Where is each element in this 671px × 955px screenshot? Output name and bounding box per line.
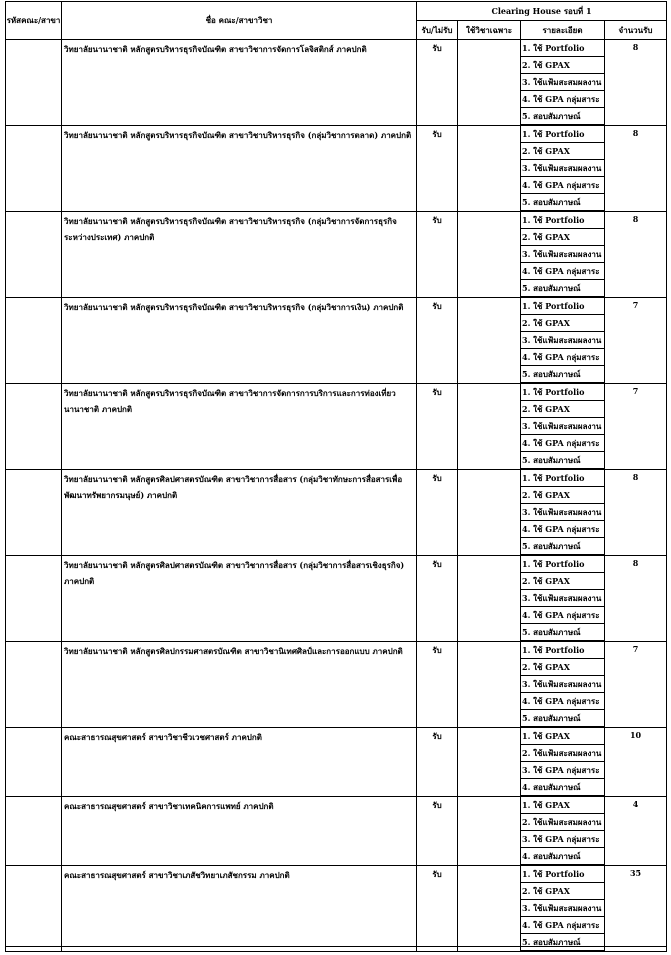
detail-line: 4. ใช้ GPA กลุ่มสาระ [521, 917, 604, 934]
row-code-cell [6, 212, 62, 298]
row-accept-status: รับ [417, 126, 458, 212]
row-details [521, 470, 605, 556]
detail-line: 5. สอบสัมภาษณ์ [521, 108, 604, 125]
detail-line: 1. ใช้ Portfolio [521, 384, 604, 401]
table-row [6, 126, 667, 212]
detail-line: 3. ใช้แฟ้มสะสมผลงาน [521, 590, 604, 607]
detail-line: 1. ใช้ Portfolio [521, 126, 604, 143]
detail-line: 1. ใช้ Portfolio [521, 298, 604, 315]
row-specific-subject-cell [458, 797, 521, 866]
header-details: รายละเอียด [521, 21, 605, 40]
table-row [6, 40, 667, 126]
row-accept-status: รับ [417, 642, 458, 728]
row-details [521, 384, 605, 470]
table-row [6, 728, 667, 797]
header-round: Clearing House รอบที่ 1 [417, 2, 667, 21]
row-seat-count: 10 [605, 728, 667, 797]
table-row [6, 797, 667, 866]
row-specific-subject-cell [458, 384, 521, 470]
row-specific-subject-cell [458, 298, 521, 384]
detail-line: 1. ใช้ Portfolio [521, 556, 604, 573]
detail-line: 1. ใช้ GPAX [521, 797, 604, 814]
detail-line: 2. ใช้ GPAX [521, 573, 604, 590]
row-accept-status: รับ [417, 797, 458, 866]
detail-line: 5. สอบสัมภาษณ์ [521, 280, 604, 297]
detail-line: 2. ใช้ GPAX [521, 57, 604, 74]
row-accept-status: รับ [417, 728, 458, 797]
row-program-name: คณะสาธารณสุขศาสตร์ สาขาวิชาชีวเวชศาสตร์ ภาคปกติ [62, 728, 417, 797]
row-code-cell [6, 40, 62, 126]
row-specific-subject-cell [458, 728, 521, 797]
row-code-cell [6, 556, 62, 642]
detail-line: 1. ใช้ GPAX [521, 728, 604, 745]
row-accept-status: รับ [417, 212, 458, 298]
row-specific-subject-cell [458, 40, 521, 126]
detail-line: 4. ใช้ GPA กลุ่มสาระ [521, 693, 604, 710]
detail-line: 1. ใช้ Portfolio [521, 40, 604, 57]
table-row [6, 866, 667, 952]
row-seat-count: 7 [605, 298, 667, 384]
detail-line: 4. สอบสัมภาษณ์ [521, 848, 604, 865]
detail-line: 3. ใช้แฟ้มสะสมผลงาน [521, 160, 604, 177]
row-code-cell [6, 470, 62, 556]
row-specific-subject-cell [458, 470, 521, 556]
header-portfolio: ใช้วิชาเฉพาะ [458, 21, 521, 40]
detail-line: 2. ใช้ GPAX [521, 315, 604, 332]
table-body [6, 40, 667, 952]
row-seat-count: 35 [605, 866, 667, 952]
detail-line: 4. ใช้ GPA กลุ่มสาระ [521, 177, 604, 194]
row-specific-subject-cell [458, 556, 521, 642]
detail-line: 4. ใช้ GPA กลุ่มสาระ [521, 435, 604, 452]
row-program-name: วิทยาลัยนานาชาติ หลักสูตรบริหารธุรกิจบัณฑิต สาขาวิชาการจัดการการบริการและการท่องเที่ยวนานาชาติ ภาคปกติ [62, 384, 417, 470]
detail-line: 3. ใช้แฟ้มสะสมผลงาน [521, 332, 604, 349]
row-program-name: วิทยาลัยนานาชาติ หลักสูตรศิลปศาสตรบัณฑิต สาขาวิชาการสื่อสาร (กลุ่มวิชาทักษะการสื่อสารเพื่อพัฒนาทรัพยากรมนุษย์) ภาคปกติ [62, 470, 417, 556]
row-code-cell [6, 728, 62, 797]
detail-line: 4. ใช้ GPA กลุ่มสาระ [521, 91, 604, 108]
table-row [6, 470, 667, 556]
row-code-cell [6, 384, 62, 470]
row-accept-status: รับ [417, 556, 458, 642]
row-program-name: วิทยาลัยนานาชาติ หลักสูตรศิลปกรรมศาสตรบัณฑิต สาขาวิชานิเทศศิลป์และการออกแบบ ภาคปกติ [62, 642, 417, 728]
detail-line: 3. ใช้แฟ้มสะสมผลงาน [521, 900, 604, 917]
row-accept-status: รับ [417, 866, 458, 952]
table-row [6, 384, 667, 470]
row-program-name: วิทยาลัยนานาชาติ หลักสูตรบริหารธุรกิจบัณฑิต สาขาวิชาบริหารธุรกิจ (กลุ่มวิชาการจัดการธุรกิจระหว่างประเทศ) ภาคปกติ [62, 212, 417, 298]
detail-line: 4. สอบสัมภาษณ์ [521, 779, 604, 796]
detail-line: 2. ใช้ GPAX [521, 487, 604, 504]
row-seat-count: 8 [605, 212, 667, 298]
detail-line: 2. ใช้ GPAX [521, 401, 604, 418]
admission-table [5, 1, 667, 952]
row-seat-count: 7 [605, 642, 667, 728]
row-seat-count: 7 [605, 384, 667, 470]
row-accept-status: รับ [417, 470, 458, 556]
detail-line: 3. ใช้แฟ้มสะสมผลงาน [521, 676, 604, 693]
row-program-name: คณะสาธารณสุขศาสตร์ สาขาวิชาเภสัชวิทยาเภสัชกรรม ภาคปกติ [62, 866, 417, 952]
detail-line: 1. ใช้ Portfolio [521, 866, 604, 883]
header-accept: รับ/ไม่รับ [417, 21, 458, 40]
row-details [521, 298, 605, 384]
detail-line: 2. ใช้แฟ้มสะสมผลงาน [521, 745, 604, 762]
detail-line: 5. สอบสัมภาษณ์ [521, 194, 604, 211]
row-seat-count: 8 [605, 470, 667, 556]
row-details [521, 797, 605, 866]
detail-line: 2. ใช้แฟ้มสะสมผลงาน [521, 814, 604, 831]
row-code-cell [6, 298, 62, 384]
detail-line: 2. ใช้ GPAX [521, 229, 604, 246]
detail-line: 2. ใช้ GPAX [521, 659, 604, 676]
detail-line: 1. ใช้ Portfolio [521, 212, 604, 229]
row-seat-count: 8 [605, 126, 667, 212]
detail-line: 2. ใช้ GPAX [521, 883, 604, 900]
detail-line: 1. ใช้ Portfolio [521, 470, 604, 487]
row-details [521, 866, 605, 952]
table-row [6, 556, 667, 642]
detail-line: 3. ใช้ GPA กลุ่มสาระ [521, 762, 604, 779]
detail-line: 4. ใช้ GPA กลุ่มสาระ [521, 607, 604, 624]
row-details [521, 728, 605, 797]
row-code-cell [6, 126, 62, 212]
row-program-name: วิทยาลัยนานาชาติ หลักสูตรบริหารธุรกิจบัณฑิต สาขาวิชาบริหารธุรกิจ (กลุ่มวิชาการเงิน) ภาคปกติ [62, 298, 417, 384]
row-program-name: วิทยาลัยนานาชาติ หลักสูตรบริหารธุรกิจบัณฑิต สาขาวิชาบริหารธุรกิจ (กลุ่มวิชาการตลาด) ภาคปกติ [62, 126, 417, 212]
row-specific-subject-cell [458, 866, 521, 952]
detail-line: 4. ใช้ GPA กลุ่มสาระ [521, 521, 604, 538]
detail-line: 4. ใช้ GPA กลุ่มสาระ [521, 349, 604, 366]
detail-line: 1. ใช้ Portfolio [521, 642, 604, 659]
row-seat-count: 8 [605, 40, 667, 126]
table-row [6, 642, 667, 728]
row-code-cell [6, 642, 62, 728]
row-specific-subject-cell [458, 212, 521, 298]
detail-line: 3. ใช้แฟ้มสะสมผลงาน [521, 74, 604, 91]
header-count: จำนวนรับ [605, 21, 667, 40]
row-code-cell [6, 797, 62, 866]
row-details [521, 126, 605, 212]
row-accept-status: รับ [417, 298, 458, 384]
row-specific-subject-cell [458, 126, 521, 212]
row-specific-subject-cell [458, 642, 521, 728]
row-seat-count: 4 [605, 797, 667, 866]
detail-line: 5. สอบสัมภาษณ์ [521, 710, 604, 727]
row-details [521, 642, 605, 728]
detail-line: 3. ใช้แฟ้มสะสมผลงาน [521, 504, 604, 521]
row-seat-count: 8 [605, 556, 667, 642]
row-program-name: วิทยาลัยนานาชาติ หลักสูตรบริหารธุรกิจบัณฑิต สาขาวิชาการจัดการโลจิสติกส์ ภาคปกติ [62, 40, 417, 126]
row-details [521, 212, 605, 298]
detail-line: 5. สอบสัมภาษณ์ [521, 934, 604, 951]
detail-line: 5. สอบสัมภาษณ์ [521, 366, 604, 383]
row-details [521, 556, 605, 642]
row-accept-status: รับ [417, 384, 458, 470]
detail-line: 2. ใช้ GPAX [521, 143, 604, 160]
header-code: รหัสคณะ/สาขา [6, 2, 62, 40]
detail-line: 5. สอบสัมภาษณ์ [521, 624, 604, 641]
detail-line: 5. สอบสัมภาษณ์ [521, 452, 604, 469]
row-program-name: วิทยาลัยนานาชาติ หลักสูตรศิลปศาสตรบัณฑิต สาขาวิชาการสื่อสาร (กลุ่มวิชาการสื่อสารเชิงธุรกิจ) ภาคปกติ [62, 556, 417, 642]
page-bottom-rule [5, 946, 666, 947]
detail-line: 3. ใช้แฟ้มสะสมผลงาน [521, 418, 604, 435]
header-name: ชื่อ คณะ/สาขาวิชา [62, 2, 417, 40]
table-row [6, 212, 667, 298]
detail-line: 3. ใช้ GPA กลุ่มสาระ [521, 831, 604, 848]
table-row [6, 298, 667, 384]
detail-line: 3. ใช้แฟ้มสะสมผลงาน [521, 246, 604, 263]
row-accept-status: รับ [417, 40, 458, 126]
detail-line: 5. สอบสัมภาษณ์ [521, 538, 604, 555]
detail-line: 4. ใช้ GPA กลุ่มสาระ [521, 263, 604, 280]
row-details [521, 40, 605, 126]
row-program-name: คณะสาธารณสุขศาสตร์ สาขาวิชาเทคนิคการแพทย์ ภาคปกติ [62, 797, 417, 866]
row-code-cell [6, 866, 62, 952]
